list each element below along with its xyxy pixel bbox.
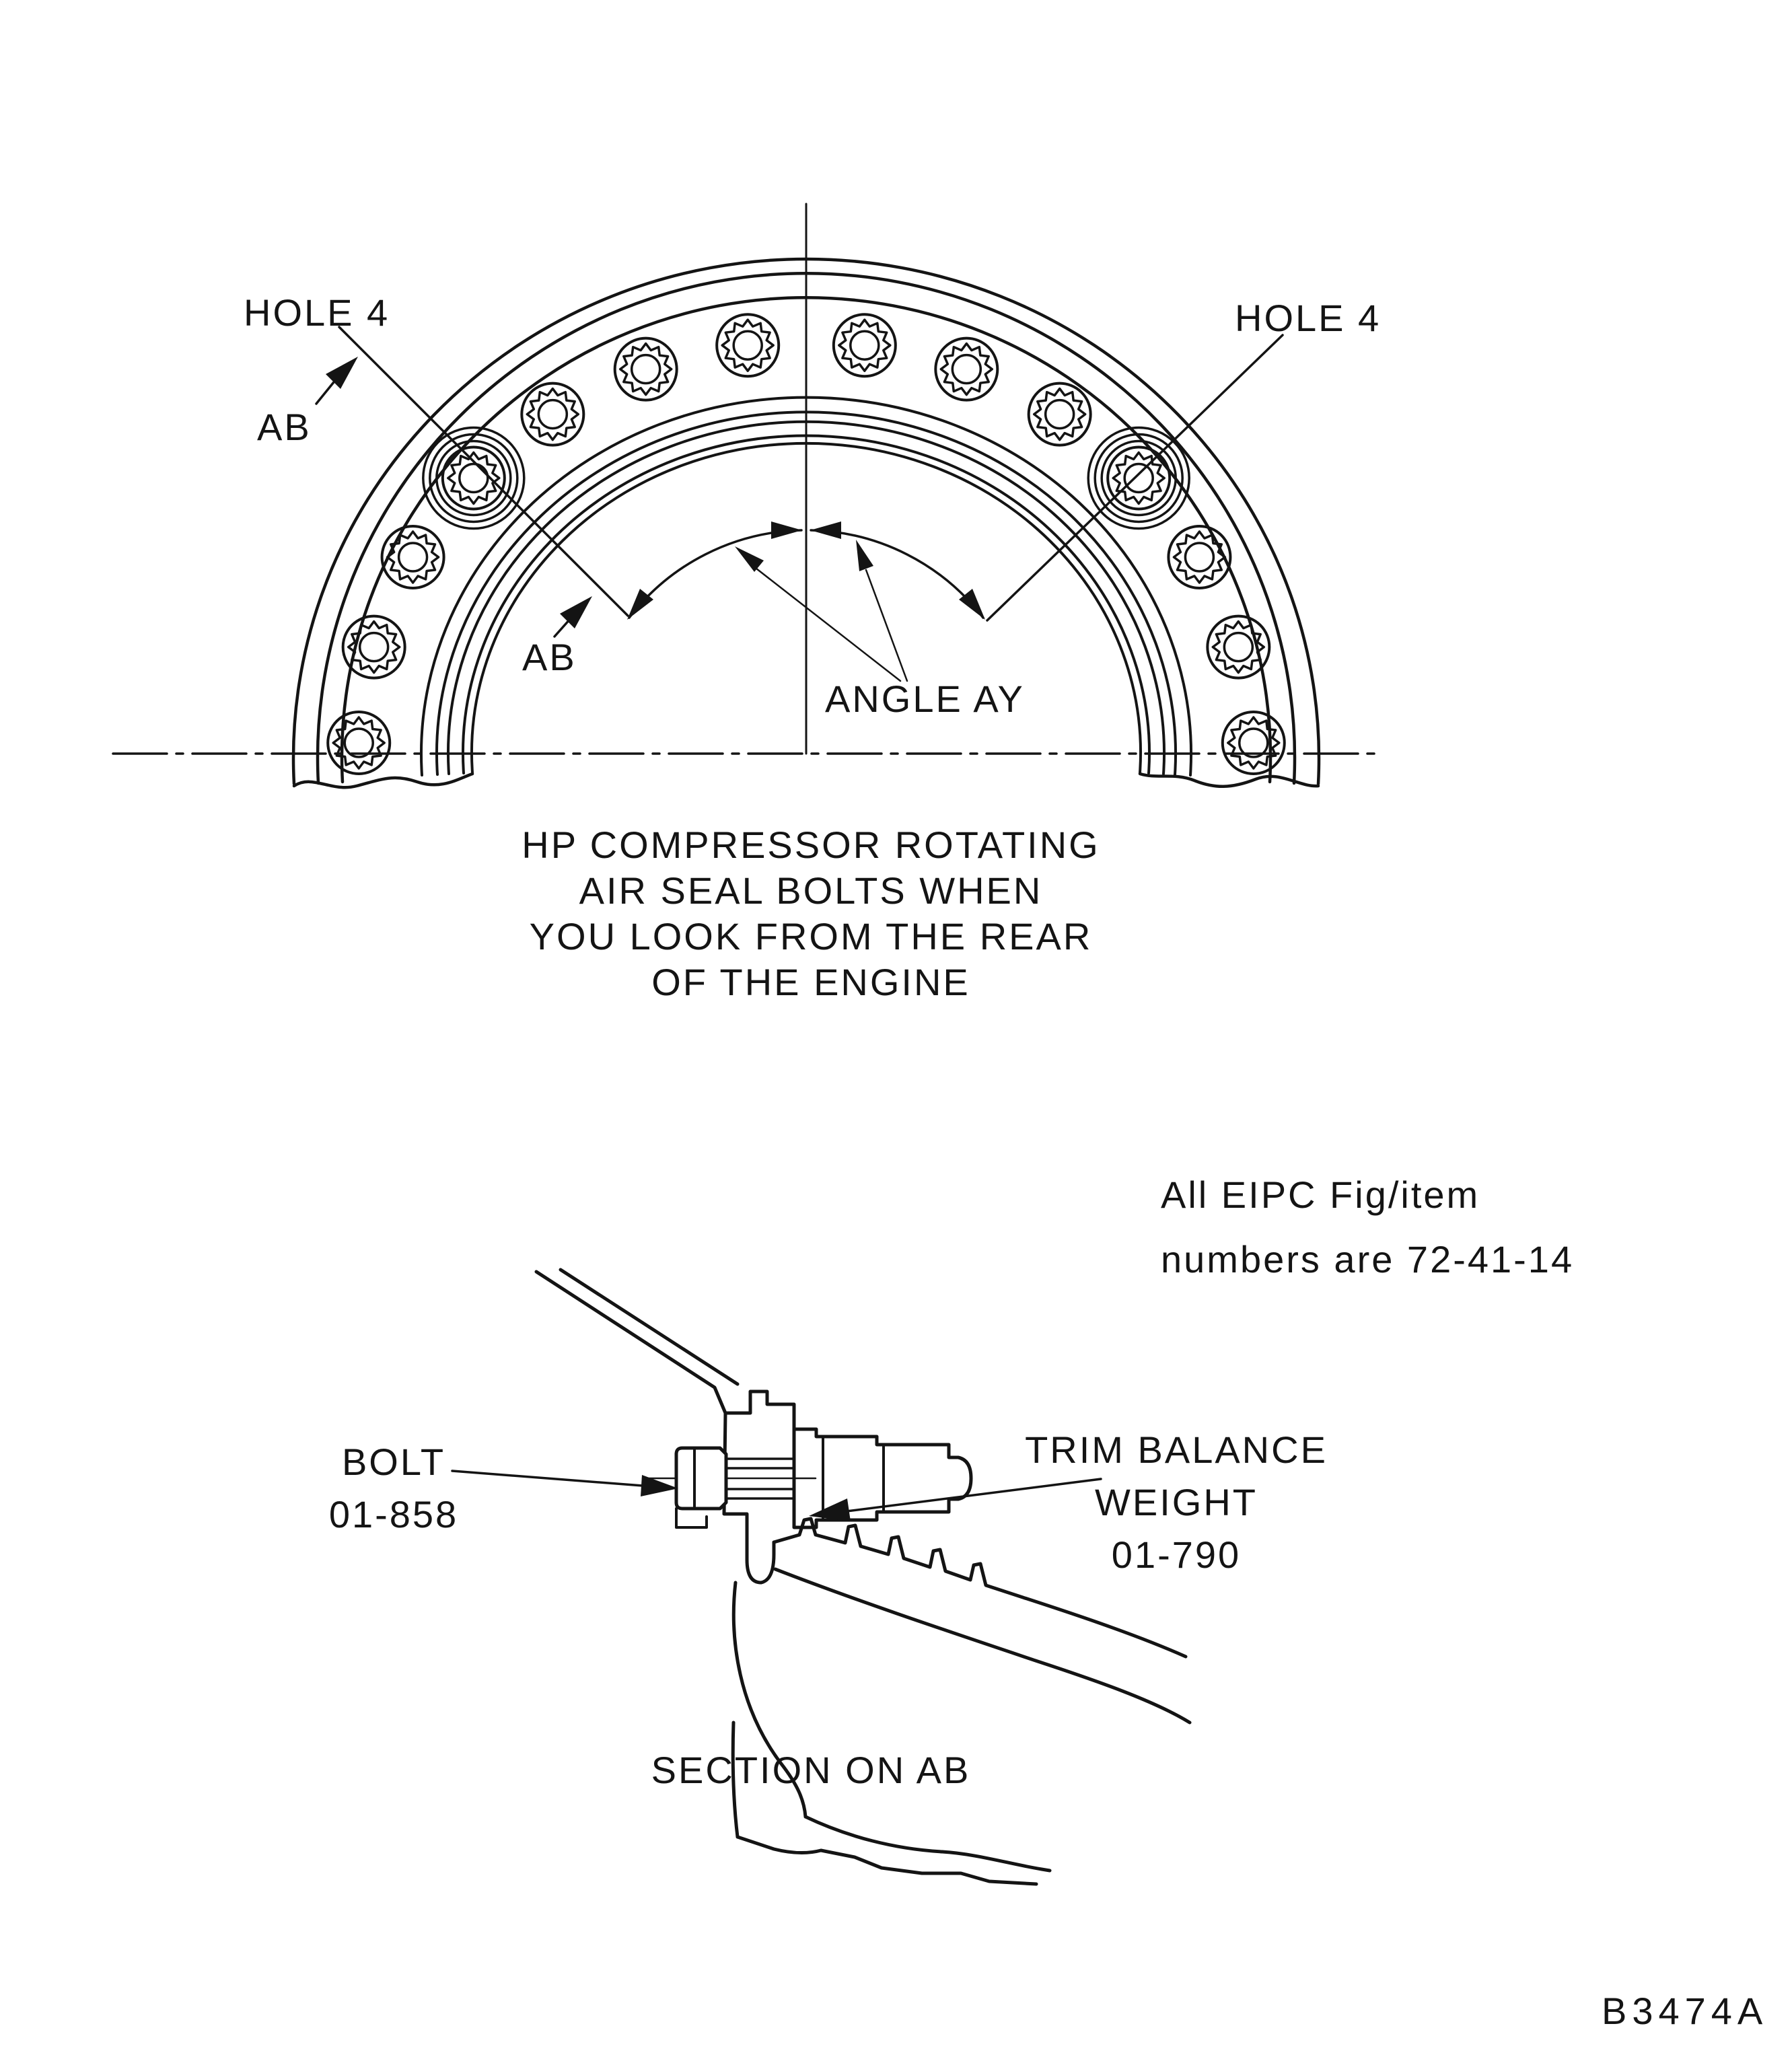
bolt-ring-icon <box>733 331 762 359</box>
ab-leader <box>316 379 336 404</box>
twelve-point-icon <box>388 532 439 583</box>
bolt-ring-icon <box>460 464 488 492</box>
bolt-ring-icon <box>328 712 390 774</box>
arrowhead-icon <box>735 546 764 572</box>
trim-label-line: WEIGHT <box>1095 1481 1258 1523</box>
diaphragm-arm <box>561 1270 738 1384</box>
hole4-right-label: HOLE 4 <box>1235 297 1382 339</box>
section-caption: SECTION ON AB <box>651 1749 971 1791</box>
arrowhead-icon <box>810 521 841 539</box>
bolt-hole <box>382 526 444 588</box>
twelve-point-icon <box>620 344 672 395</box>
bolt-ring-icon <box>1046 400 1074 429</box>
note-line: All EIPC Fig/item <box>1161 1173 1480 1216</box>
arrowhead-icon <box>856 540 873 571</box>
bolt-ring-icon <box>1168 526 1230 588</box>
angle-ay-pointer <box>866 570 907 681</box>
bolt-ring-icon <box>399 543 427 571</box>
bolt-hole <box>328 712 390 774</box>
bolt-ring-icon <box>538 400 567 429</box>
bolt-ring-icon <box>1108 447 1170 509</box>
bolt-ring-icon <box>632 355 660 384</box>
figure-code: B3474A <box>1602 1990 1768 2032</box>
bolt-label <box>329 1436 458 1541</box>
bolt-ring-icon <box>615 338 677 400</box>
twelve-point-icon <box>839 320 890 371</box>
caption-line: AIR SEAL BOLTS WHEN <box>579 869 1043 912</box>
bolt-hole <box>522 384 583 445</box>
caption-line: HP COMPRESSOR ROTATING <box>522 824 1100 866</box>
bolt-hole <box>1207 616 1269 678</box>
bolt-hole <box>717 314 779 376</box>
caption-line: OF THE ENGINE <box>651 961 970 1003</box>
bolt-ring-icon <box>360 633 388 661</box>
bolt-ring-icon <box>935 338 997 400</box>
break-line <box>294 774 472 787</box>
disc-body-bottom <box>805 1817 1050 1871</box>
bolt-ring-icon <box>717 314 779 376</box>
bolt-hole <box>343 616 405 678</box>
bolt-ring-icon <box>382 526 444 588</box>
angle-dimension-arc-right <box>811 530 983 618</box>
lock-tab <box>676 1509 707 1527</box>
angle-ay-pointer <box>756 569 900 681</box>
bolt-hole <box>1223 712 1285 774</box>
arrowhead-icon <box>771 521 802 539</box>
ab-label-lower: AB <box>522 636 577 678</box>
bolt-hole <box>935 338 997 400</box>
bolt-head <box>676 1448 726 1509</box>
break-line <box>1140 774 1318 787</box>
bolt-ring-icon <box>851 331 879 359</box>
caption-line: YOU LOOK FROM THE REAR <box>529 915 1093 957</box>
bolt-leader <box>452 1471 643 1486</box>
angle-ay-label: ANGLE AY <box>825 678 1025 720</box>
twelve-point-icon <box>1113 453 1164 504</box>
bolt-ring-icon <box>1224 633 1252 661</box>
section-line-ab-right <box>987 335 1283 620</box>
ab-label-upper: AB <box>257 406 312 448</box>
twelve-point-icon <box>722 320 773 371</box>
bolt-hole <box>834 314 896 376</box>
bolt-ring-icon <box>343 616 405 678</box>
bolt-ring-icon <box>443 447 505 509</box>
bolt-ring-icon <box>1223 712 1285 774</box>
twelve-point-icon <box>1174 532 1225 583</box>
note-line: numbers are 72-41-14 <box>1161 1238 1575 1280</box>
arrowhead-icon <box>326 357 358 389</box>
bolt-ring-icon <box>952 355 980 384</box>
bolt-ring-icon <box>1029 384 1091 445</box>
arrowhead-icon <box>809 1498 851 1521</box>
twelve-point-icon <box>527 389 578 440</box>
bolt-ring-icon <box>1185 543 1213 571</box>
bolt-ring-icon <box>1124 464 1153 492</box>
twelve-point-icon <box>1034 389 1085 440</box>
eipc-note <box>1161 1163 1574 1292</box>
angle-dimension-arc-left <box>629 530 801 618</box>
top-view-caption <box>522 822 1100 1005</box>
bolt-hole <box>615 338 677 400</box>
bolt-ring-icon <box>522 384 583 445</box>
bolt-label-line: 01-858 <box>328 1493 459 1535</box>
bolt-ring-icon <box>834 314 896 376</box>
bolt-hole <box>1029 384 1091 445</box>
twelve-point-icon <box>941 344 992 395</box>
flange-top-steps <box>725 1391 794 1429</box>
hole4-left-label: HOLE 4 <box>244 291 390 334</box>
bolt-label-line: BOLT <box>341 1441 446 1483</box>
disc-arm-underside <box>775 1569 1190 1723</box>
trim-balance-weight-label <box>1025 1424 1328 1581</box>
trim-label-line: TRIM BALANCE <box>1025 1429 1328 1471</box>
trim-label-line: 01-790 <box>1111 1533 1242 1576</box>
bolt-hole <box>1168 526 1230 588</box>
diaphragm-arm <box>536 1272 725 1413</box>
bolt-ring-icon <box>1207 616 1269 678</box>
